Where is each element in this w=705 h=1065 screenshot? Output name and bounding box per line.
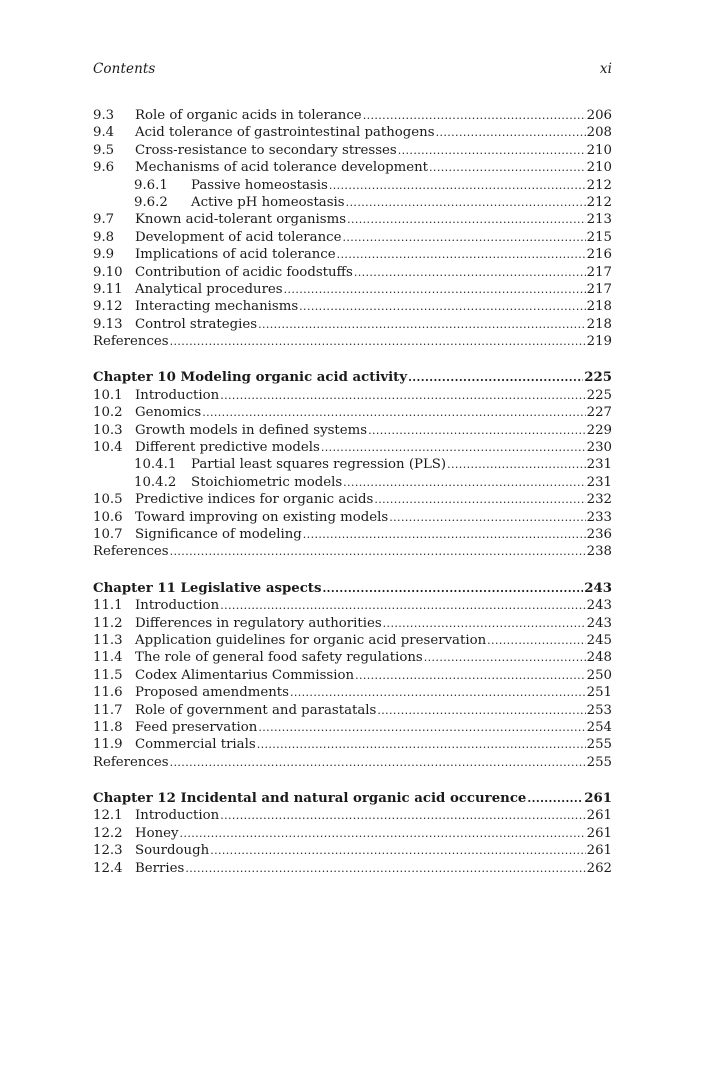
toc-entry-page: 217 — [586, 264, 612, 280]
toc-entry-title: The role of general food safety regulations — [135, 650, 423, 666]
toc-entry-page: 251 — [586, 685, 612, 701]
toc-entry-page: 253 — [586, 702, 612, 718]
running-header — [93, 61, 612, 77]
toc-chapter-entry — [93, 790, 612, 807]
toc-entry-number: 9.3 — [93, 108, 115, 123]
toc-entry-title: Interacting mechanisms — [135, 299, 299, 315]
toc-entry — [93, 825, 612, 842]
toc-entry — [93, 194, 612, 211]
toc-entry — [93, 474, 612, 491]
toc-entry-page: 243 — [586, 598, 612, 614]
toc-entry-number: 11.6 — [93, 685, 123, 701]
toc-entry-number: 11.9 — [93, 737, 123, 753]
dot-leader — [321, 439, 586, 456]
toc-entry — [93, 107, 612, 124]
toc-entry-number: 9.7 — [93, 212, 115, 228]
dot-leader — [424, 649, 586, 666]
toc-entry-page: 210 — [586, 142, 612, 158]
toc-entry-page: 206 — [586, 108, 612, 123]
toc-entry-page: 215 — [586, 229, 612, 245]
dot-leader — [180, 825, 586, 842]
dot-leader — [342, 229, 585, 246]
toc-entry — [93, 807, 612, 824]
dot-leader — [408, 369, 583, 386]
toc-entry-page: 250 — [586, 667, 612, 683]
dot-leader — [329, 177, 586, 194]
dot-leader — [185, 860, 585, 877]
dot-leader — [202, 404, 585, 421]
toc-entry-title: Development of acid tolerance — [135, 229, 342, 245]
toc-entry-title: Contribution of acidic foodstuffs — [135, 264, 353, 280]
dot-leader — [383, 615, 586, 632]
toc-entry-title: Introduction — [135, 598, 220, 614]
toc-entry-page: 218 — [586, 299, 612, 315]
toc-entry — [93, 246, 612, 263]
toc-entry-page: 245 — [586, 632, 612, 648]
toc-entry-page: 243 — [586, 615, 612, 631]
toc-entry-title: Toward improving on existing models — [135, 509, 389, 525]
toc-entry-title: Predictive indices for organic acids — [135, 492, 374, 508]
toc-entry-page: 219 — [586, 334, 612, 350]
toc-entry-page: 261 — [586, 843, 612, 859]
toc-entry — [93, 597, 612, 614]
toc-entry — [93, 404, 612, 421]
dot-leader — [299, 298, 585, 315]
dot-leader — [258, 719, 585, 736]
toc-entry-title: Role of government and parastatals — [135, 702, 377, 718]
toc-entry-page: 243 — [584, 580, 612, 596]
page-number: xi — [599, 61, 612, 77]
toc-entry — [93, 526, 612, 543]
toc-entry — [93, 702, 612, 719]
toc-entry-page: 225 — [586, 387, 612, 403]
toc-entry-title: Chapter 10 Modeling organic acid activity — [93, 370, 408, 386]
toc-entry-number: 9.9 — [93, 247, 115, 263]
toc-entry-page: 232 — [586, 492, 612, 508]
toc-entry-page: 212 — [586, 177, 612, 193]
toc-entry-number: 10.5 — [93, 492, 123, 508]
dot-leader — [220, 807, 585, 824]
toc-chapter-entry — [93, 369, 612, 386]
dot-leader — [303, 526, 586, 543]
toc-entry-title: Mechanisms of acid tolerance development — [135, 160, 429, 176]
toc-entry — [93, 387, 612, 404]
toc-entry — [93, 298, 612, 315]
toc-entry-number: 10.6 — [93, 509, 123, 525]
toc-entry — [93, 124, 612, 141]
table-of-contents — [93, 107, 612, 877]
toc-entry — [93, 491, 612, 508]
toc-entry-number: 10.1 — [93, 387, 123, 403]
dot-leader — [290, 684, 586, 701]
toc-entry-title: Cross-resistance to secondary stresses — [135, 142, 397, 158]
toc-entry — [93, 159, 612, 176]
toc-entry-number: 11.7 — [93, 702, 123, 718]
dot-leader — [436, 124, 586, 141]
toc-entry-number: 9.6.2 — [134, 194, 168, 210]
toc-entry-title: Known acid-tolerant organisms — [135, 212, 347, 228]
toc-entry-title: Introduction — [135, 387, 220, 403]
dot-leader — [170, 333, 586, 350]
toc-entry-number: 11.5 — [93, 667, 123, 683]
toc-entry-title: Genomics — [135, 405, 202, 421]
dot-leader — [322, 580, 583, 597]
toc-entry-title: Acid tolerance of gastrointestinal pathogens — [135, 125, 435, 141]
toc-entry — [93, 456, 612, 473]
dot-leader — [527, 790, 583, 807]
toc-entry — [93, 142, 612, 159]
toc-entry — [93, 632, 612, 649]
toc-entry-page: 210 — [586, 160, 612, 176]
toc-entry-page: 238 — [586, 544, 612, 560]
toc-entry-title: Differences in regulatory authorities — [135, 615, 382, 631]
toc-entry-page: 236 — [586, 526, 612, 542]
toc-entry-number: 9.12 — [93, 299, 123, 315]
toc-entry-number: 9.11 — [93, 281, 123, 297]
toc-entry-title: Stoichiometric models — [191, 474, 343, 490]
toc-entry — [93, 211, 612, 228]
toc-entry-title: Different predictive models — [135, 440, 320, 456]
toc-entry-title: Berries — [135, 860, 185, 876]
section-gap — [93, 350, 612, 369]
toc-entry-number: 10.4.1 — [134, 457, 177, 473]
toc-entry — [93, 842, 612, 859]
toc-entry-page: 231 — [586, 474, 612, 490]
toc-entry — [93, 333, 612, 350]
dot-leader — [257, 736, 586, 753]
toc-entry-title: Proposed amendments — [135, 685, 289, 701]
dot-leader — [374, 491, 585, 508]
dot-leader — [363, 107, 586, 124]
toc-entry — [93, 422, 612, 439]
toc-entry-number: 11.3 — [93, 632, 123, 648]
toc-entry-page: 261 — [586, 808, 612, 824]
toc-entry-title: Chapter 11 Legislative aspects — [93, 580, 322, 596]
dot-leader — [355, 667, 586, 684]
toc-entry-page: 225 — [584, 370, 612, 386]
toc-entry-page: 212 — [586, 194, 612, 210]
toc-entry-title: Partial least squares regression (PLS) — [191, 457, 447, 473]
toc-entry-number: 9.10 — [93, 264, 123, 280]
toc-entry-number: 11.8 — [93, 719, 123, 735]
toc-entry-number: 10.3 — [93, 422, 123, 438]
toc-entry-page: 254 — [586, 719, 612, 735]
toc-entry-number: 10.2 — [93, 405, 123, 421]
toc-entry-page: 231 — [586, 457, 612, 473]
toc-chapter-entry — [93, 580, 612, 597]
toc-entry — [93, 736, 612, 753]
section-gap — [93, 561, 612, 580]
dot-leader — [389, 509, 585, 526]
dot-leader — [447, 456, 586, 473]
dot-leader — [377, 702, 585, 719]
toc-entry-title: Codex Alimentarius Commission — [135, 667, 355, 683]
toc-entry-title: Application guidelines for organic acid preservation — [135, 632, 487, 648]
dot-leader — [210, 842, 585, 859]
dot-leader — [170, 543, 586, 560]
toc-entry-title: Passive homeostasis — [191, 177, 328, 193]
toc-entry-page: 216 — [586, 247, 612, 263]
toc-entry-page: 261 — [584, 791, 612, 807]
toc-entry-number: 9.5 — [93, 142, 115, 158]
toc-entry-page: 248 — [586, 650, 612, 666]
toc-entry-page: 230 — [586, 440, 612, 456]
toc-entry-number: 9.8 — [93, 229, 115, 245]
toc-entry-number: 9.4 — [93, 125, 115, 141]
toc-entry-title: Introduction — [135, 808, 220, 824]
toc-entry — [93, 439, 612, 456]
dot-leader — [343, 474, 585, 491]
toc-entry-number: 11.4 — [93, 650, 123, 666]
toc-entry — [93, 177, 612, 194]
toc-entry-title: Feed preservation — [135, 719, 258, 735]
dot-leader — [429, 159, 586, 176]
toc-entry-title: Sourdough — [135, 843, 210, 859]
toc-entry-title: Commercial trials — [135, 737, 256, 753]
toc-entry-number: 12.3 — [93, 843, 123, 859]
dot-leader — [354, 264, 586, 281]
toc-entry-number: 10.7 — [93, 526, 123, 542]
toc-entry — [93, 264, 612, 281]
dot-leader — [487, 632, 585, 649]
toc-entry — [93, 860, 612, 877]
toc-entry-number: 9.6.1 — [134, 177, 168, 193]
toc-entry — [93, 615, 612, 632]
toc-entry-number: 11.1 — [93, 598, 123, 614]
toc-entry — [93, 754, 612, 771]
toc-entry-page: 255 — [586, 737, 612, 753]
toc-entry-number: 9.6 — [93, 160, 115, 176]
toc-entry — [93, 667, 612, 684]
toc-entry-number: 12.1 — [93, 808, 123, 824]
toc-entry-page: 227 — [586, 405, 612, 421]
toc-entry-title: Honey — [135, 825, 179, 841]
running-header-title: Contents — [93, 61, 156, 77]
toc-entry-title: Implications of acid tolerance — [135, 247, 336, 263]
toc-entry-number: 11.2 — [93, 615, 123, 631]
toc-entry-number: 12.2 — [93, 825, 123, 841]
dot-leader — [346, 194, 586, 211]
toc-entry-page: 217 — [586, 281, 612, 297]
toc-entry-page: 229 — [586, 422, 612, 438]
toc-entry-page: 261 — [586, 825, 612, 841]
toc-entry-title: References — [93, 754, 169, 770]
dot-leader — [170, 754, 586, 771]
toc-entry — [93, 649, 612, 666]
toc-entry-title: Active pH homeostasis — [191, 194, 345, 210]
toc-entry-title: References — [93, 544, 169, 560]
toc-entry-title: Analytical procedures — [135, 281, 283, 297]
toc-entry-number: 10.4.2 — [134, 474, 177, 490]
dot-leader — [284, 281, 586, 298]
dot-leader — [368, 422, 586, 439]
toc-entry-title: Control strategies — [135, 316, 258, 332]
toc-entry — [93, 316, 612, 333]
toc-entry — [93, 229, 612, 246]
toc-entry — [93, 543, 612, 560]
toc-entry-number: 12.4 — [93, 860, 123, 876]
toc-entry-number: 10.4 — [93, 440, 123, 456]
dot-leader — [220, 597, 585, 614]
toc-entry — [93, 509, 612, 526]
toc-entry-page: 262 — [586, 860, 612, 876]
dot-leader — [337, 246, 586, 263]
toc-entry — [93, 281, 612, 298]
toc-entry-page: 213 — [586, 212, 612, 228]
toc-entry — [93, 719, 612, 736]
section-gap — [93, 771, 612, 790]
toc-entry-page: 233 — [586, 509, 612, 525]
toc-entry-title: Significance of modeling — [135, 526, 302, 542]
toc-entry-page: 255 — [586, 754, 612, 770]
toc-entry-page: 218 — [586, 316, 612, 332]
toc-entry-title: Growth models in defined systems — [135, 422, 368, 438]
dot-leader — [347, 211, 586, 228]
dot-leader — [220, 387, 585, 404]
toc-entry-title: Role of organic acids in tolerance — [135, 108, 362, 123]
dot-leader — [258, 316, 586, 333]
toc-entry-number: 9.13 — [93, 316, 123, 332]
toc-entry-page: 208 — [586, 125, 612, 141]
toc-entry-title: Chapter 12 Incidental and natural organic acid occurence — [93, 791, 527, 807]
toc-entry-title: References — [93, 334, 169, 350]
dot-leader — [398, 142, 586, 159]
toc-entry — [93, 684, 612, 701]
